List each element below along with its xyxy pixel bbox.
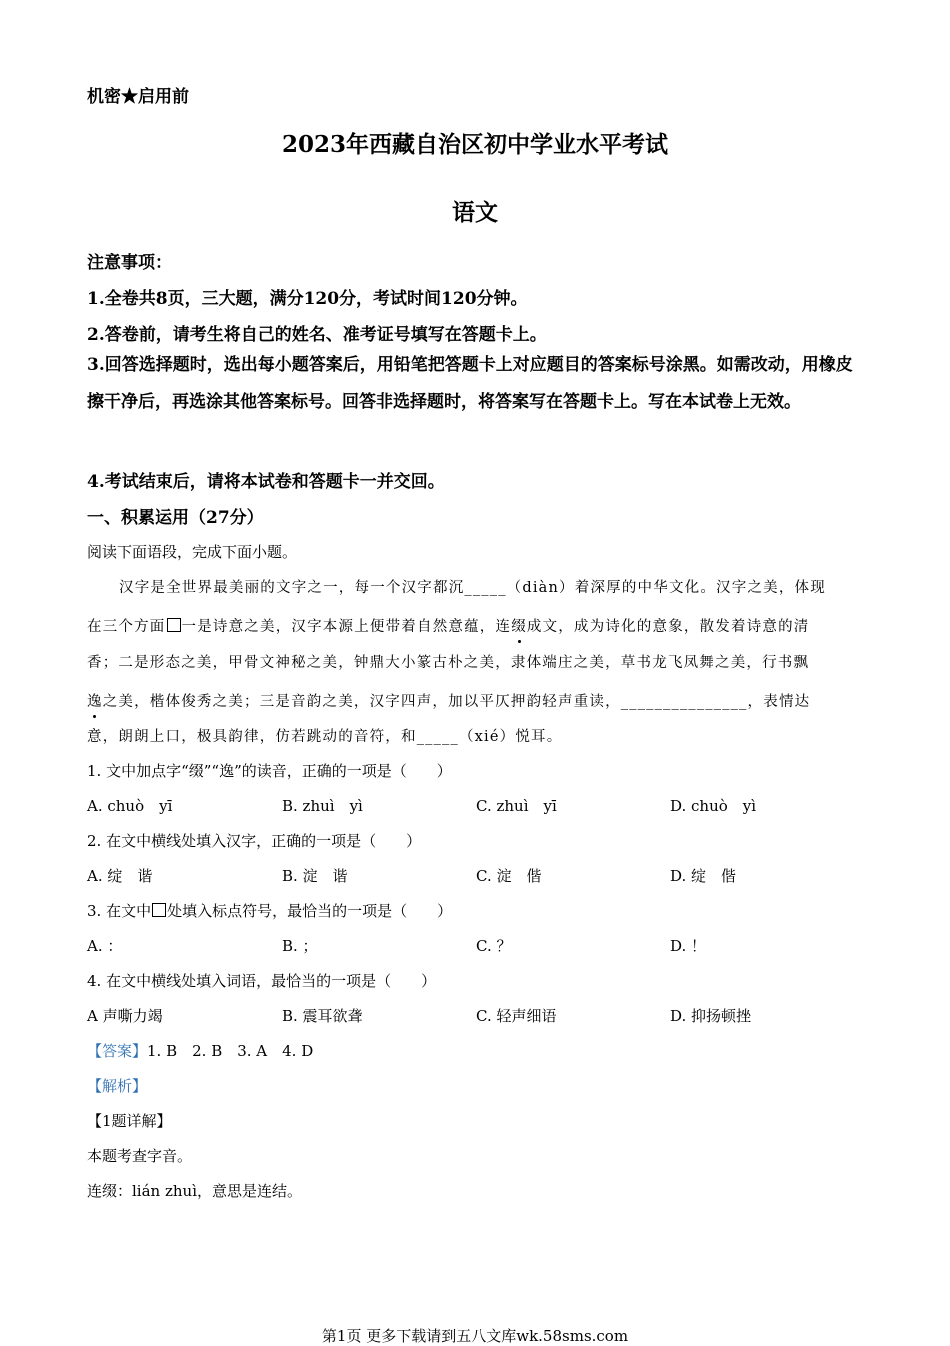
q2-option-d: D. 绽 偕 [670,867,737,885]
blank-box [152,903,166,917]
reading-instruction: 阅读下面语段，完成下面小题。 [87,543,298,561]
q1-option-c: C. zhuì yī [476,797,557,815]
exam-title: 2023年西藏自治区初中学业水平考试 [281,131,668,158]
section-heading: 一、积累运用（27分） [87,508,264,528]
passage-line-3: 香；二是形态之美，甲骨文神秘之美，钟鼎大小篆古朴之美，隶体端庄之美，草书龙飞凤舞之美，行书飘 [87,655,810,671]
note-3: 3.回答选择题时，选出每小题答案后，用铅笔把答题卡上对应题目的答案标号涂黑。如需改动，用橡皮擦干净后，再选涂其他答案标号。回答非选择题时，将答案写在答题卡上。写在本试卷上无效。 [87,355,853,412]
answer-line [87,1040,313,1061]
answer-text: 1. B 2. B 3. A 4. D [147,1042,314,1060]
q4-option-c: C. 轻声细语 [476,1007,557,1025]
q1-detail-heading: 【1题详解】 [87,1112,172,1130]
question-3-stem-text: 3. 在文中 [87,902,152,920]
q1-option-d: D. chuò yì [670,797,757,815]
question-3-stem-text: 处填入标点符号，最恰当的一项是（ ） [167,902,453,920]
page-footer: 第1页 更多下载请到五八文库wk.58sms.com [321,1327,629,1345]
analysis-label: 【解析】 [87,1077,148,1095]
question-4-stem: 4. 在文中横线处填入词语，最恰当的一项是（ ） [87,972,437,990]
q1-detail-line-1: 本题考查字音。 [87,1147,193,1165]
dotted-character: 缀 [511,615,527,636]
q1-detail-line-2: 连缀：lián zhuì，意思是连结。 [87,1182,302,1200]
q3-option-a: A. ： [87,937,123,955]
passage-text: 一是诗意之美，汉字本源上便带着自然意蕴，连 [181,619,512,635]
passage-text: 成文，成为诗化的意象，散发着诗意的清 [526,619,810,635]
blank-box [167,618,181,632]
passage-text: 在三个方面 [87,619,166,635]
notes-heading: 注意事项： [87,253,172,273]
note-1: 1.全卷共8页，三大题，满分120分，考试时间120分钟。 [87,289,528,309]
note-4: 4.考试结束后，请将本试卷和答题卡一并交回。 [87,472,445,492]
question-1-stem: 1. 文中加点字“缀”“逸”的读音，正确的一项是（ ） [87,762,452,780]
q4-option-b: B. 震耳欲聋 [282,1007,363,1025]
q2-option-a: A. 绽 谐 [87,867,153,885]
subject-title: 语文 [452,199,498,226]
question-3-stem [87,900,452,921]
q3-option-b: B. ； [282,937,318,955]
passage-line-5: 意，朗朗上口，极具韵律，仿若跳动的音符，和_____（xié）悦耳。 [87,729,563,745]
q1-option-a: A. chuò yī [87,797,173,815]
passage-line-2 [87,615,810,636]
confidential-label: 机密★启用前 [87,87,189,107]
question-2-stem: 2. 在文中横线处填入汉字，正确的一项是（ ） [87,832,422,850]
note-2: 2.答卷前，请考生将自己的姓名、准考证号填写在答题卡上。 [87,325,547,345]
q1-option-b: B. zhuì yì [282,797,363,815]
dotted-character: 逸 [87,690,103,711]
passage-text: 之美，楷体俊秀之美；三是音韵之美，汉字四声，加以平仄押韵轻声重读，_______________，表情达 [102,694,811,710]
q4-option-d: D. 抑扬顿挫 [670,1007,752,1025]
passage-line-4 [87,690,810,711]
answer-label: 【答案】 [87,1042,148,1060]
passage-line-1: 汉字是全世界最美丽的文字之一，每一个汉字都沉_____（diàn）着深厚的中华文化。汉字之美，体现 [119,580,826,596]
q2-option-c: C. 淀 偕 [476,867,542,885]
q2-option-b: B. 淀 谐 [282,867,348,885]
q3-option-c: C. ？ [476,937,512,955]
q3-option-d: D. ！ [670,937,707,955]
q4-option-a: A 声嘶力竭 [87,1007,163,1025]
